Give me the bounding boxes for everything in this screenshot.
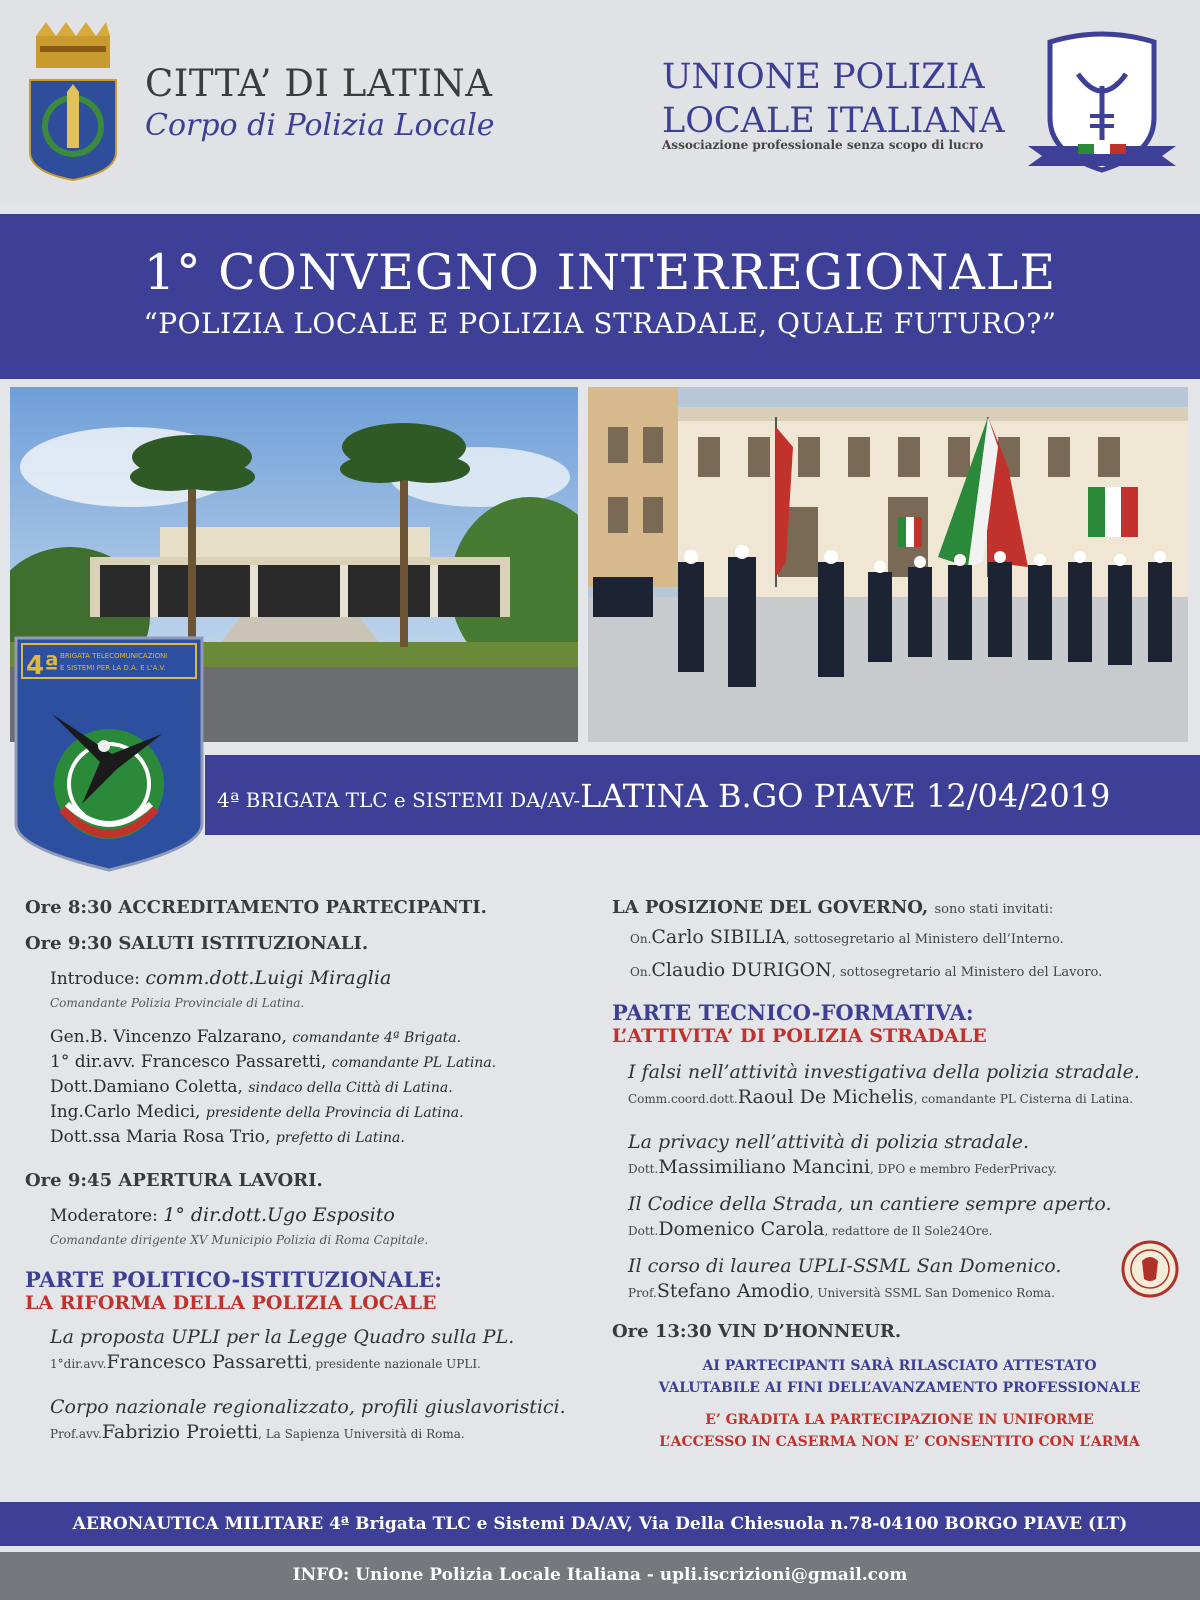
greeting-role: presidente della Provincia di Latina. — [205, 1105, 464, 1121]
latina-crest-icon — [26, 22, 120, 182]
city-title: CITTA’ DI LATINA — [145, 62, 493, 105]
section-technical-title: PARTE TECNICO-FORMATIVA: — [612, 1000, 974, 1025]
greeting-name: Ing.Carlo Medici, — [50, 1102, 206, 1122]
intro-label: Introduce: — [50, 969, 146, 989]
speaker-prefix: Prof.avv. — [50, 1427, 102, 1441]
schedule-accreditation: Ore 8:30 ACCREDITAMENTO PARTECIPANTI. — [25, 897, 487, 918]
schedule-greetings: Ore 9:30 SALUTI ISTITUZIONALI. — [25, 933, 369, 954]
government-heading — [612, 896, 1187, 922]
greeting-role: comandante 4ª Brigata. — [292, 1030, 462, 1046]
location-brigade: 4ª BRIGATA TLC e SISTEMI DA/AV- — [217, 788, 581, 812]
speaker-name: Raoul De Michelis — [737, 1086, 914, 1108]
speaker-name: Massimiliano Mancini — [658, 1156, 871, 1178]
parade-photo-illustration — [588, 387, 1188, 742]
guest-prefix: On. — [630, 932, 652, 946]
ssml-seal-icon — [1120, 1239, 1180, 1299]
speaker-name: Francesco Passaretti — [106, 1351, 308, 1373]
talk-speaker — [612, 1279, 1187, 1319]
speaker-prefix: Comm.coord.dott. — [628, 1092, 738, 1106]
greeting-item — [25, 1100, 595, 1125]
government-note: sono stati invitati: — [934, 902, 1054, 917]
speaker-prefix: Dott. — [628, 1162, 659, 1176]
location-line — [217, 777, 1110, 815]
guest-role: , sottosegretario al Ministero del Lavoro. — [831, 965, 1103, 980]
guest-name: Carlo SIBILIA — [651, 926, 786, 948]
brigade-shield-icon — [12, 634, 206, 874]
talk-title: I falsi nell’attività investigativa della polizia stradale. — [628, 1061, 1140, 1083]
government-title: LA POSIZIONE DEL GOVERNO, — [612, 897, 935, 918]
guest-name: Claudio DURIGON — [651, 959, 832, 981]
speaker-role: , redattore de Il Sole24Ore. — [824, 1224, 993, 1238]
intro-name: comm.dott.Luigi Miraglia — [145, 967, 392, 989]
weapon-notice: L’ACCESSO IN CASERMA NON E’ CONSENTITO CON L’ARMA — [659, 1434, 1140, 1450]
greeting-name: Dott.ssa Maria Rosa Trio, — [50, 1127, 276, 1147]
upli-title-line2: LOCALE ITALIANA — [662, 101, 1005, 141]
speaker-name: Stefano Amodio — [656, 1280, 810, 1302]
moderator-role: Comandante dirigente XV Municipio Polizia di Roma Capitale. — [50, 1233, 429, 1247]
talk-title: Il Codice della Strada, un cantiere sempre aperto. — [628, 1193, 1112, 1215]
talk-title: La privacy nell’attività di polizia stradale. — [628, 1131, 1030, 1153]
intro-role: Comandante Polizia Provinciale di Latina. — [50, 996, 305, 1010]
uniform-notice: E’ GRADITA LA PARTECIPAZIONE IN UNIFORME — [705, 1412, 1094, 1428]
talk-speaker — [25, 1350, 595, 1394]
government-guest — [612, 955, 1187, 1001]
speaker-prefix: Prof. — [628, 1286, 657, 1300]
photo-parade — [588, 387, 1188, 742]
speaker-prefix: Dott. — [628, 1224, 659, 1238]
guest-role: , sottosegretario al Ministero dell’Interno. — [785, 932, 1064, 947]
location-band — [205, 755, 1200, 835]
certificate-notice-1: AI PARTECIPANTI SARÀ RILASCIATO ATTESTATO — [702, 1358, 1097, 1374]
upli-logo-icon — [1028, 28, 1176, 178]
intro-line — [25, 966, 595, 991]
greeting-name: Dott.Damiano Coletta, — [50, 1077, 249, 1097]
svg-text:E SISTEMI PER LA D.A. E L'A.V.: E SISTEMI PER LA D.A. E L'A.V. — [60, 664, 166, 672]
footer-address: AERONAUTICA MILITARE 4ª Brigata TLC e Sistemi DA/AV, Via Della Chiesuola n.78-04100 BORGO PIAVE (LT) — [0, 1502, 1200, 1546]
svg-text:4ª: 4ª — [26, 651, 59, 681]
talk-speaker — [612, 1155, 1187, 1191]
speaker-name: Domenico Carola — [658, 1218, 825, 1240]
speaker-role: , DPO e membro FederPrivacy. — [870, 1162, 1057, 1176]
location-date: LATINA B.GO PIAVE 12/04/2019 — [580, 777, 1111, 815]
speaker-prefix: 1°dir.avv. — [50, 1357, 107, 1371]
moderator-line — [25, 1203, 595, 1228]
speaker-role: , presidente nazionale UPLI. — [307, 1357, 481, 1371]
upli-title — [662, 55, 1005, 143]
certificate-notice-2: VALUTABILE AI FINI DELL’AVANZAMENTO PROFESSIONALE — [658, 1380, 1141, 1396]
talk-title: Corpo nazionale regionalizzato, profili giuslavoristici. — [50, 1396, 566, 1418]
talk-title: Il corso di laurea UPLI-SSML San Domenico. — [628, 1255, 1062, 1277]
footer-info: INFO: Unione Polizia Locale Italiana - upli.iscrizioni@gmail.com — [0, 1552, 1200, 1600]
section-technical-subtitle: L’ATTIVITA’ DI POLIZIA STRADALE — [612, 1025, 987, 1047]
speaker-role: , La Sapienza Università di Roma. — [258, 1427, 465, 1441]
program-left — [25, 896, 595, 1446]
greeting-item — [25, 1075, 595, 1100]
speaker-name: Fabrizio Proietti — [101, 1421, 259, 1443]
greeting-role: comandante PL Latina. — [331, 1055, 497, 1071]
upli-title-line1: UNIONE POLIZIA — [662, 57, 985, 97]
government-guest — [612, 922, 1187, 955]
title-band — [0, 214, 1200, 379]
greeting-item — [25, 1125, 595, 1169]
talk-speaker — [25, 1420, 595, 1446]
header — [0, 0, 1200, 205]
shield-caption: BRIGATA TELECOMUNICAZIONI — [60, 652, 168, 660]
guest-prefix: On. — [630, 965, 652, 979]
city-subtitle: Corpo di Polizia Locale — [145, 108, 495, 143]
speaker-role: , comandante PL Cisterna di Latina. — [913, 1092, 1134, 1106]
greeting-item — [25, 1050, 595, 1075]
talk-speaker — [612, 1217, 1187, 1253]
upli-tagline: Associazione professionale senza scopo di lucro — [662, 138, 984, 152]
greeting-role: prefetto di Latina. — [275, 1130, 405, 1146]
greeting-name: 1° dir.avv. Francesco Passaretti, — [50, 1052, 332, 1072]
moderator-name: 1° dir.dott.Ugo Esposito — [163, 1204, 395, 1226]
speaker-role: , Università SSML San Domenico Roma. — [809, 1286, 1055, 1300]
section-political-title: PARTE POLITICO-ISTITUZIONALE: — [25, 1267, 443, 1292]
schedule-vin-honneur: Ore 13:30 VIN D’HONNEUR. — [612, 1321, 902, 1342]
section-political-subtitle: LA RIFORMA DELLA POLIZIA LOCALE — [25, 1292, 437, 1314]
talk-ssml — [612, 1253, 1187, 1319]
conference-subtitle: “POLIZIA LOCALE E POLIZIA STRADALE, QUALE FUTURO?” — [143, 307, 1057, 340]
talk-title: La proposta UPLI per la Legge Quadro sulla PL. — [50, 1326, 515, 1348]
talk-speaker — [612, 1085, 1187, 1129]
greeting-role: sindaco della Città di Latina. — [248, 1080, 453, 1096]
schedule-opening: Ore 9:45 APERTURA LAVORI. — [25, 1170, 323, 1191]
program-right — [612, 896, 1187, 1453]
greeting-item — [25, 1025, 595, 1050]
moderator-label: Moderatore: — [50, 1206, 164, 1226]
greeting-name: Gen.B. Vincenzo Falzarano, — [50, 1027, 293, 1047]
conference-title: 1° CONVEGNO INTERREGIONALE — [143, 244, 1057, 301]
